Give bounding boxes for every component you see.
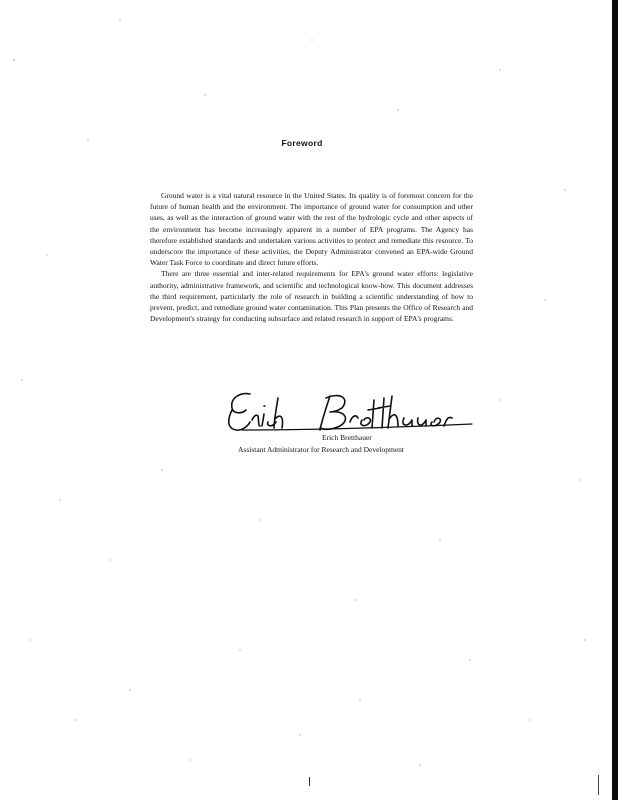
document-title: Foreword <box>281 138 323 148</box>
signer-name: Erich Bretthauer <box>322 433 372 442</box>
scan-edge-border <box>612 0 618 800</box>
signer-title: Assistant Administrator for Research and Development <box>238 445 405 454</box>
foreword-body <box>150 190 473 324</box>
paragraph-1: Ground water is a vital natural resource in the United States. Its quality is of foremost concern for the future of human health and the environment. The importance of ground water for consumption and other uses, as well as the interaction of ground water with the rest of the hydrologic cycle and other aspects of the environment has become increasingly apparent in a number of EPA programs. The Agency has therefore established standards and undertaken various activities to protect and remediate this resource. To underscore the importance of these activities, the Deputy Administrator convened an EPA-wide Ground Water Task Force to coordinate and direct future efforts. <box>150 191 473 268</box>
handwritten-signature <box>222 386 477 436</box>
paragraph-2: There are three essential and inter-related requirements for EPA's ground water efforts: legislative authority, administrative framework, and scientific and technological know-how. This document addresses the third requirement, particularly the role of research in building a scientific understanding of how to prevent, predict, and remediate ground water contamination. This Plan presents the Office of Research and Development's strategy for conducting subsurface and related research in support of EPA's programs. <box>150 269 473 324</box>
